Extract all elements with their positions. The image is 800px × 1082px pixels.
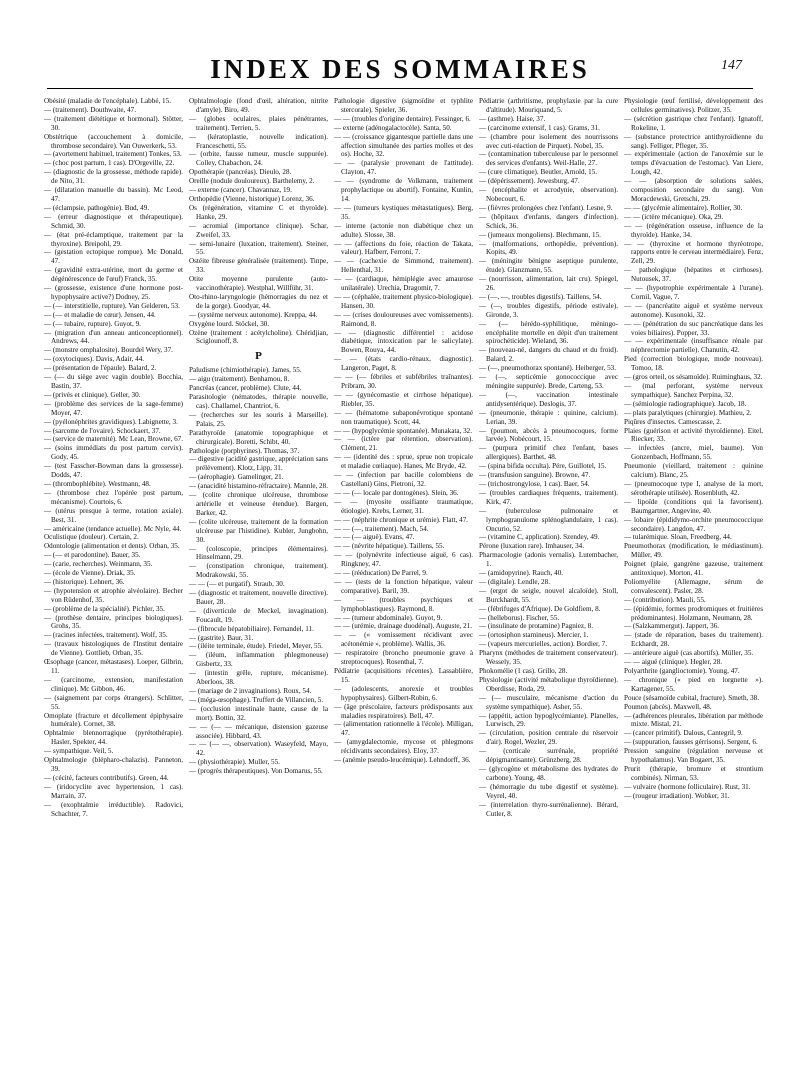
- index-entry: — — (— —, observation). Waseyfeld, Mayo, 42.: [189, 740, 328, 758]
- index-entry: — (thrombose chez l'opérée post partum, mécanisme). Courtois, 6.: [44, 488, 183, 506]
- index-entry: Physiologie (activité métabolique thyroïdienne). Oberdisse, Roda, 29.: [479, 675, 618, 693]
- index-entry: — (cancer primitif). Dalous, Cantegril, 9.: [624, 729, 743, 738]
- index-entry: — (adolescents, anorexie et troubles hypophysaires). Gilbert-Robin, 6.: [334, 684, 473, 702]
- index-entry: — (globes oculaires, plaies pénétrantes, traitement). Terrien, 5.: [189, 114, 328, 132]
- index-entry: Pédiatrie (arthritisme, prophylaxie par la cure d'altitude). Mouriquand, 5.: [479, 97, 618, 114]
- index-entry: — (appétit, action hypoglycémiante). Planelles, Lurwisch, 29.: [479, 711, 618, 729]
- index-entry: — — (thyroxine et hormone thyréotrope, rapports entre le cerveau intermédiaire). Fenz, Zell, 29.: [624, 239, 763, 266]
- index-entry: — (cécité, facteurs contributifs). Green, 44.: [44, 773, 169, 782]
- index-entry: Obstétrique (accouchement à domicile, thrombose secondaire). Van Ouwerkerk, 53.: [44, 132, 183, 150]
- index-column-2: [189, 97, 328, 1062]
- index-entry: — lobaire (épididymo-orchite pneumococcique secondaire). Langdon, 47.: [624, 515, 763, 533]
- index-entry: Oto-rhino-laryngologie (hémorragies du nez et de la gorge). Goodyar, 44.: [189, 292, 328, 310]
- index-entry: — — (« vomissement récidivant avec acétonémie », problème). Wallis, 36.: [334, 631, 473, 649]
- index-entry: — (tuberculose pulmonaire et lymphogranulome splénoglandulaire, 1 cas). Oncurio, 52.: [479, 506, 618, 533]
- index-entry: — (gravidité extra-utérine, mort du germe et dégénérescence de l'œuf) Franck, 35.: [44, 266, 183, 284]
- index-entry: Pharynx (méthodes de traitement conservateur). Wessely, 35.: [479, 649, 618, 667]
- index-entry: — (substance protectrice antithyroïdienne du sang). Felliger, Pfleger, 35.: [624, 132, 763, 150]
- index-columns: [44, 97, 764, 1062]
- index-entry: — — (syndrome de Volkmann, traitement prophylactique ou abortif). Fontaine, Kunlin, 14.: [334, 177, 473, 203]
- header-rule: [47, 88, 753, 89]
- index-entry: — (traitement diététique et hormonal). Stötter, 30.: [44, 114, 183, 132]
- index-entry: — (troubles cardiaques fréquents, traitement). Kirk, 47.: [479, 488, 618, 506]
- index-entry: — infectées (ancre, miel, baume). Von Gonzenbach, Hoffmann, 55.: [624, 444, 763, 462]
- index-entry: — — (états cardio-rénaux, diagnostic). Langeron, Paget, 8.: [334, 355, 473, 373]
- index-entry: Ozène (traitement : acétylcholine). Chéridjian, Sciglounoff, 8.: [189, 328, 328, 346]
- index-entry: — (racines infectées, traitement). Wolf, 35.: [44, 631, 168, 640]
- index-entry: — (iléum, inflammation phlegmoneuse) Gisbertz, 33.: [189, 651, 328, 669]
- index-entry: Pathologie (porphyrines). Thomas, 37.: [189, 446, 300, 455]
- index-entry: — (pyélonéphrites gravidiques). Labignette, 3.: [44, 417, 178, 426]
- index-entry: — (méga-œsophage). Truffert de Villancien, 5.: [189, 695, 324, 704]
- index-entry: — sympathique. Veil, 5.: [44, 747, 114, 756]
- index-entry: Parathyroïde (anatomie topographique et chirurgicale). Boretti, Schibt, 40.: [189, 428, 328, 446]
- index-entry: — (— interstitielle, rupture). Van Gelderen, 53.: [44, 301, 180, 310]
- index-entry: — (aérophagie). Gamelinger, 21.: [189, 473, 284, 482]
- index-entry: — interne (actonie non diabétique chez un adulte). Slosse, 38.: [334, 221, 473, 239]
- index-entry: — — (hématome subaponévrotique spontané non traumatique). Scott, 44.: [334, 408, 473, 426]
- index-entry: — (encéphalite et acrodynie, observation). Nobecourt, 6.: [479, 186, 618, 203]
- index-entry: Pathologie digestive (sigmoïdite et typhlite stercorale). Spieler, 36.: [334, 97, 473, 114]
- index-entry: — tularémique. Sloan, Freedberg, 44.: [624, 533, 732, 542]
- index-entry: — — (identité des : sprue, sprue non tropicale et maladie cœliaque). Hanes, Mc Bryde, 42.: [334, 453, 473, 471]
- index-entry: — — (glycémie alimentaire). Rollier, 30.: [624, 203, 743, 212]
- index-entry: Pied (correction biologique, mode nouveau). Tomoo, 18.: [624, 355, 763, 373]
- index-entry: — (contribution). Mauli, 55.: [624, 595, 706, 604]
- page-title: INDEX DES SOMMAIRES: [210, 54, 590, 84]
- index-entry: Oxygène lourd. Stöckel, 30.: [189, 319, 270, 328]
- index-entry: — — (tests de la fonction hépatique, valeur comparative). Baril, 39.: [334, 577, 473, 595]
- index-entry: — (amidopyrine). Rauch, 40.: [479, 569, 564, 578]
- index-entry: — (spina bifida occulta). Pére, Guillotel, 15.: [479, 462, 607, 471]
- index-entry: — — (troubles psychiques et lymphoblastiques). Raymond, 8.: [334, 595, 473, 613]
- index-column-5: [624, 97, 763, 1062]
- index-entry: — (physiothérapie). Muller, 55.: [189, 758, 280, 767]
- index-entry: — — (— — mécanique, distension gazeuse associée). Hibbard, 43.: [189, 722, 328, 740]
- index-entry: — (insulinate de protamine) Pagniez, 8.: [479, 622, 594, 631]
- index-entry: — (occlusion intestinale haute, cause de la mort). Bottin, 32.: [189, 704, 328, 722]
- index-entry: — (présentation de l'épaule). Balard, 2.: [44, 364, 157, 373]
- index-entry: Oreille (nodule douloureux). Barthelemy, 2.: [189, 177, 315, 186]
- index-entry: — (avortement habituel, traitement) Tonkes, 53.: [44, 150, 182, 159]
- index-entry: — (choc post partum, 1 cas). D'Orgeville, 22.: [44, 159, 175, 168]
- index-entry: — (constipation chronique, traitement). Modrakowski, 55.: [189, 562, 328, 580]
- index-entry: Pouce (sésamoïde cubital, fracture). Smeth, 38.: [624, 693, 760, 702]
- index-entry: — (diagnostic de la grossesse, méthode rapide). de Nito, 31.: [44, 168, 183, 186]
- index-entry: — (utérus presque à terme, rotation axiale). Best, 31.: [44, 506, 183, 524]
- index-entry: — (ortosiphon stamineus). Mercier, 1.: [479, 631, 589, 640]
- index-entry: — (école de Vienne). Driak, 35.: [44, 569, 136, 578]
- index-entry: — (chambre pour isolement des nourrissons avec cuti-réaction de Pirquet). Nobel, 35.: [479, 132, 618, 150]
- index-entry: — chronique (« pied en lorgnette »). Kartagener, 55.: [624, 675, 763, 693]
- index-entry: Orthopédie (Vienne, historique) Lorenz, 36.: [189, 194, 315, 203]
- index-entry: — (anacidité histamino-réfractaire). Mannle, 28.: [189, 482, 328, 491]
- index-entry: Poliomyélite (Allemagne, sérum de convalescent). Pasler, 28.: [624, 577, 763, 595]
- index-entry: — (problème de la spécialité). Pichler, 35.: [44, 604, 165, 613]
- index-entry: Œsophage (cancer, métastases). Loeper, Gilbrin, 11.: [44, 658, 183, 675]
- index-entry: — (vapeurs mercurielles, action). Bordier, 7.: [479, 640, 608, 649]
- index-entry: — (poumon, abcès à pneumocoques, forme larvée). Nobécourt, 15.: [479, 426, 618, 444]
- index-entry: — antérieure aiguë (cas abortifs). Müller, 35.: [624, 649, 754, 658]
- index-entry: — (ergot de seigle, nouvel alcaloïde). Stoll, Burckhardt, 55.: [479, 586, 618, 604]
- index-entry: Pédiatrie (acquisitions récentes). Lassablière, 15.: [334, 667, 473, 684]
- index-entry: — (— du siège avec vagin double). Bocchia, Bastin, 37.: [44, 373, 183, 390]
- index-entry: — respiratoire (broncho pneumonie grave à streptocoques). Rosenthal, 7.: [334, 649, 473, 667]
- index-entry: — (asthme). Haise, 37.: [479, 114, 546, 123]
- index-entry: — (— hérédo-syphilitique, méningo-encéphalite mortelle en dépit d'un traitement spirochéticide). Wieland, 36.: [479, 319, 618, 346]
- index-entry: — (grossesse, existence d'une hormone post-hypophysaire active?) Dodney, 25.: [44, 284, 183, 301]
- index-entry: — (thrombophlébite). Westmann, 48.: [44, 479, 151, 488]
- index-entry: — (rougeur irradiation). Wobker, 31.: [624, 791, 730, 800]
- index-entry: — (amygdalectomie, mycose et phlegmons récidivants secondaires). Eloy, 37.: [334, 738, 473, 756]
- index-entry: — (trichostrongylose, 1 cas). Baer, 54.: [479, 479, 590, 488]
- index-entry: — (sémiologie radiographique). Jacob, 18.: [624, 399, 747, 408]
- index-entry: — (prothèse dentaire, principes biologiques). Grohs, 35.: [44, 613, 183, 631]
- index-entry: Ostéite fibreuse généralisée (traitement). Tinpe, 33.: [189, 257, 328, 275]
- index-entry: Ophtalmologie (fond d'œil, altération, nitrite d'amyle). Biro, 49.: [189, 97, 328, 114]
- index-entry: — — (—, traitement). Mach, 54.: [334, 524, 429, 533]
- index-entry: — — (— aiguë). Evans, 47.: [334, 533, 415, 542]
- index-entry: — — (néphrite chronique et urémie). Flatt, 47.: [334, 515, 469, 524]
- index-entry: — — (myosite ossifiante traumatique, étiologie). Krebs, Lerner, 31.: [334, 497, 473, 515]
- index-entry: — (interrelation thyro-surrénalienne). Bérard, Cutler, 8.: [479, 800, 618, 818]
- index-entry: — (progrès thérapeutiques). Von Domarus, 55.: [189, 767, 323, 776]
- index-entry: — — (cachexie de Simmond, traitement). Hellenthal, 31.: [334, 257, 473, 275]
- index-entry: — (pneumonie, thérapie : quinine, calcium). Lerian, 39.: [479, 408, 618, 426]
- index-entry: Pancréas (cancer, problème). Clute, 44.: [189, 384, 302, 393]
- index-entry: — (contamination tuberculeuse par le personnel des services d'enfants). Weil-Halle, 27.: [479, 150, 618, 168]
- index-entry: — (— et maladie de cœur). Jensen, 44.: [44, 310, 156, 319]
- index-entry: — (carie, recherches). Weinmann, 35.: [44, 560, 153, 569]
- index-entry: — — (tumeurs kystiques métastatiques). Berg, 35.: [334, 203, 473, 221]
- index-entry: — (gestation ectopique rompue). Mc Donald, 47.: [44, 248, 183, 266]
- index-entry: — (carcinome extensif, 1 cas). Grams, 31.: [479, 123, 600, 132]
- index-entry: Physiologie (œuf fertilisé, développement des cellules germinatives). Politzer, 35.: [624, 97, 763, 114]
- index-entry: — (mariage de 2 invaginations). Roux, 54.: [189, 687, 312, 695]
- index-entry: — (anémie pseudo-leucémique). Lehndorff, 36.: [334, 756, 471, 765]
- index-entry: — (mal perforant, système nerveux sympathique). Sanchez Perpina, 32.: [624, 382, 763, 399]
- index-entry: — (alimentation rationnelle à l'école). Milligan, 47.: [334, 720, 473, 738]
- index-entry: — — (hypotrophie expérimentale à l'urane). Cornil, Vague, 7.: [624, 284, 763, 301]
- index-entry: Polyarthrite (ganglioctomie). Young, 47.: [624, 667, 740, 675]
- index-entry: — (traitement). Douthwaite, 47.: [44, 105, 137, 114]
- index-entry: — (historique). Lehnert, 36.: [44, 577, 125, 586]
- index-entry: — — (— et purgatif). Straub, 30.: [189, 580, 285, 589]
- index-entry: — — (cardiaque, hémiplégie avec amaurose unilatérale). Urechia, Dragomir, 7.: [334, 275, 473, 293]
- index-entry: — (—, septicémie gonococcique avec méningite suppurée). Brede, Carteng, 53.: [479, 373, 618, 390]
- index-entry: — (jumeaux mongoliens). Blechmann, 15.: [479, 230, 601, 239]
- index-entry: — — (hypoglycémie spontanée). Munakata, 32.: [334, 426, 473, 435]
- index-entry: Ophtalmie blennorragique (pyrétothérapie). Hasler, Spekter, 44.: [44, 729, 183, 747]
- index-entry: — — (paralysie provenant de l'attitude). Clayton, 47.: [334, 159, 473, 177]
- index-entry: — (glycogène et métabolisme des hydrates de carbone). Young, 48.: [479, 764, 618, 782]
- index-entry: — (malformations, orthopédie, prévention). Kopits, 49.: [479, 239, 618, 257]
- index-entry: — (hypotension et atrophie alvéolaire). Becher von Rüdenhof, 35.: [44, 586, 183, 604]
- index-entry: — — (tumeur abdominale). Guyot, 9.: [334, 613, 443, 622]
- index-entry: — (pneumocoque type I, analyse de la mort, sérothérapie utilisée). Rosenbluth, 42.: [624, 479, 763, 497]
- index-entry: — (Salzkammergut). Jappert, 36.: [624, 622, 720, 631]
- index-entry: — (fibrocule hépatobiliaire). Fernandel, 11.: [189, 624, 314, 633]
- index-entry: Poignet (plaie, gangrène gazeuse, traitement antitoxique). Morton, 41.: [624, 560, 763, 578]
- index-entry: — — (pénétration du suc pancréatique dans les voies biliaires). Popper, 33.: [624, 319, 763, 337]
- index-entry: — (colite chronique ulcéreuse, thrombose artérielle et veineuse étendue). Bargen, Barker, 42.: [189, 491, 328, 517]
- index-entry: — (état pré-éclamptique, traitement par la thyroxine). Breipohl, 29.: [44, 230, 183, 248]
- index-entry: — — (rééducation) De Parrel, 9.: [334, 569, 428, 578]
- index-entry: — (vitamine C, application). Szendey, 49.: [479, 533, 600, 542]
- index-entry: — pathologique (hépatites et cirrhoses). Nutousek, 37.: [624, 266, 763, 284]
- index-entry: — (carcinome, extension, manifestation clinique). Mc Gibbon, 46.: [44, 675, 183, 693]
- index-entry: — (hémorragie du tube digestif et système). Veyrel, 40.: [479, 782, 618, 800]
- index-entry: Piqûres d'insectes. Camescasse, 2.: [624, 417, 722, 426]
- index-entry: — — (régénération osseuse, influence de la thyroïde). Hanke, 34.: [624, 221, 763, 239]
- index-entry: — (— et parodontine). Bauer, 35.: [44, 551, 141, 560]
- index-entry: Ophtalmologie (blépharo-chalazis). Panneton, 39.: [44, 756, 183, 773]
- index-entry: — — expérimentale (insuffisance rénale par néphrectomie partielle). Chanutin, 42.: [624, 337, 763, 355]
- index-entry: — — (crises douloureuses avec vomissements). Raimond, 8.: [334, 310, 473, 328]
- index-entry: — lipoïde (conditions qui la favorisent). Baumgartner, Angevine, 40.: [624, 497, 763, 515]
- index-entry: — (nourrisson, alimentation, lait cru). Spiegel, 26.: [479, 275, 618, 293]
- index-entry: — expérimentale (action de l'anoxémie sur le temps d'évacuation de l'estomac). Van Liere, Lough, 42.: [624, 150, 763, 177]
- index-entry: — (gastrite). Baur, 31.: [189, 633, 254, 642]
- index-entry: — — (ictère mécanique). Oka, 29.: [624, 212, 724, 221]
- index-entry: — vulvaire (hormone folliculaire). Rust, 31.: [624, 782, 751, 791]
- index-entry: — — (pancréatite aiguë et système nerveux autonome). Kusonoki, 32.: [624, 301, 763, 319]
- index-entry: — externe (adénogalactocèle). Santa, 50.: [334, 123, 452, 132]
- index-entry: — (adhérences pleurales, libération par méthode mixte. Mistal, 21.: [624, 711, 763, 729]
- index-entry: — (intestin grêle, rupture, mécanisme). Aberloos, 38.: [189, 669, 328, 687]
- index-column-4: [479, 97, 618, 1062]
- index-entry: — (fièvres prolongées chez l'enfant). Lesne, 9.: [479, 203, 613, 212]
- index-entry: — (— musculaire, mécanisme d'action du système sympathique). Asher, 55.: [479, 693, 618, 711]
- index-entry: — (éclampsie, pathogénie). Bud, 49.: [44, 203, 150, 212]
- index-entry: — (gros orteil, os sésamoïde). Ruiminghaus, 32.: [624, 373, 763, 382]
- index-entry: — (erreur diagnostique et thérapeutique). Schmid, 30.: [44, 212, 183, 230]
- index-entry: — (oxytociques). Davis, Adair, 44.: [44, 355, 145, 364]
- index-entry: — (stade de réparation, bases du traitement). Eckhardt, 28.: [624, 631, 763, 649]
- index-entry: — — (urémie, drainage duodénal). Auguste, 21.: [334, 622, 473, 631]
- section-letter: P: [255, 350, 262, 363]
- index-entry: — semi-lunaire (luxation, traitement). Steiner, 55.: [189, 239, 328, 257]
- index-entry: Poumon (abcès). Maxwell, 48.: [624, 702, 712, 711]
- index-entry: — (âge préscolaire, facteurs prédisposants aux maladies respiratoires). Bell, 47.: [334, 702, 473, 720]
- index-entry: Pneumonie (vieillard, traitement : quinine calcium). Blanc, 25.: [624, 462, 763, 480]
- index-entry: — (saignement par corps étrangers). Schlitter, 55.: [44, 693, 183, 711]
- index-entry: — — (— locale par dontogènes). Slein, 36.: [334, 488, 459, 497]
- index-entry: — — (croissance gigantesque partielle dans une affection simultanée des parties molles et des os). Hoche, 32.: [334, 132, 473, 159]
- index-entry: — (coloscopie, principes élémentaires). Hinselmann, 29.: [189, 544, 328, 562]
- index-entry: Pression sanguine (régulation nerveuse et hypothalamus). Van Bogaert, 35.: [624, 747, 763, 765]
- index-entry: — (privés et clinique). Geller, 30.: [44, 390, 141, 399]
- index-entry: — (problème des services de la sage-femme) Moyer, 47.: [44, 399, 183, 417]
- page-header: [0, 0, 800, 100]
- index-entry: — — (— fébriles et subfébriles traînantes). Pribram, 30.: [334, 373, 473, 390]
- index-entry: — (soins immédiats du post partum cervix). Gody, 45.: [44, 444, 183, 462]
- index-entry: Omoplate (fracture et décollement épiphysaire humérale). Cornet, 38.: [44, 711, 183, 729]
- index-entry: Os (régénération, vitamine C et thyroïde). Hanke, 29.: [189, 203, 328, 221]
- index-entry: Plaies (guérison et activité thyroïdienne). Eitel, Riecker, 33.: [624, 426, 763, 444]
- index-entry: — (test Fasscher-Bowman dans la grossesse). Dodds, 47.: [44, 462, 183, 480]
- index-entry: — (sarcome de l'ovaire). Schockaert, 37.: [44, 426, 161, 435]
- index-entry: — (dépérissement). Jewesburg, 47.: [479, 177, 580, 186]
- index-entry: — (corticale surrénale, propriété dépigmantisante). Grünzberg, 28.: [479, 747, 618, 765]
- index-entry: — — (affections du foie, réaction de Takata, valeur). Hafberr, Ferroni, 7.: [334, 239, 473, 257]
- index-entry: — (—, troubles digestifs, période estivale). Gironde, 3.: [479, 301, 618, 319]
- index-entry: — (orbite, fausse tumeur, muscle suppurée). Colley, Chabachon, 24.: [189, 150, 328, 168]
- index-entry: — (méningite bénigne aseptique purulente, étude). Glanzmann, 55.: [479, 257, 618, 275]
- index-entry: — (— tubaire, rupture). Guyot, 9.: [44, 319, 141, 328]
- index-entry: — américaine (tendance actuelle). Mc Nyle, 44.: [44, 524, 182, 533]
- index-entry: Phokomélie (1 cas). Grillo, 28.: [479, 667, 568, 675]
- index-column-3: [334, 97, 473, 1062]
- index-entry: — — (névrite hépatique). Taillens, 55.: [334, 542, 445, 551]
- index-entry: — digestive (acidité gastrique, appréciation sans prélèvement). Klotz, Lipp, 31.: [189, 455, 328, 473]
- index-entry: — (diagnostic et traitement, nouvelle directive). Bauer, 28.: [189, 589, 328, 606]
- index-entry: — (hôpitaux d'enfants, dangers d'infection). Schick, 36.: [479, 212, 618, 230]
- index-entry: — (exophtalmie irréductible). Radovici, Schachter, 7.: [44, 800, 183, 818]
- index-entry: — (épidémie, formes prodromiques et fruitières prédominantes). Holzmann, Neumann, 28.: [624, 604, 763, 622]
- index-entry: — (circulation, position centrale du réservoir d'air). Rogel, Wezler, 29.: [479, 729, 618, 747]
- index-entry: — (—, —, troubles digestifs). Taillens, 54.: [479, 292, 602, 301]
- index-entry: — — (ictère par rétention, observation). Clément, 21.: [334, 435, 473, 453]
- index-entry: — (iléite terminale, étude). Friedel, Meyer, 55.: [189, 642, 323, 651]
- index-entry: — — (gynécomastie et cirrhose hépatique). Riebler, 35.: [334, 390, 473, 408]
- index-entry: — (nouveau-né, dangers du chaud et du froid). Balard, 2.: [479, 346, 618, 364]
- index-entry: Pérone (luxation rare). Imhauser, 34.: [479, 542, 584, 551]
- index-entry: — — (diagnostic différentiel : acidose diabétique, intoxication par le salicylate). Bowen, Rouya, 44.: [334, 328, 473, 355]
- index-entry: — (—, vaccination intestinale antidysentérique). Deslogis, 37.: [479, 390, 618, 408]
- index-entry: — (fébrifuges d'Afrique). De Goldfiem, 8.: [479, 604, 601, 613]
- index-entry: Opothérapie (pancréas). Dieulo, 28.: [189, 168, 292, 177]
- index-entry: — (helleborus). Fischer, 55.: [479, 613, 560, 622]
- index-entry: Oculistique (douleur). Certain, 2.: [44, 533, 139, 542]
- index-column-1: [44, 97, 183, 1062]
- index-entry: — (migration d'un anneau anticonceptionnel). Andrews, 44.: [44, 328, 183, 346]
- index-entry: — externe (cancer). Chavannaz, 19.: [189, 186, 292, 195]
- index-entry: Otite moyenne purulente (auto-vaccinothérapie). Westphal, Willführ, 31.: [189, 275, 328, 293]
- index-entry: Pneumothorax (modification, le médiastinum). Müller, 49.: [624, 542, 763, 560]
- index-entry: — (sécrétion gastrique chez l'enfant). Ignatoff, Rokeline, 1.: [624, 114, 763, 132]
- index-entry: — (colite ulcéreuse, traitement de la formation ulcéreuse par l'histidine). Kubler, Jungbohn, 30.: [189, 517, 328, 544]
- index-entry: Prurit (thérapie, bromure et strontium combinés). Nirman, 53.: [624, 764, 763, 782]
- index-entry: — plats paralytiques (chirurgie). Mathieu, 2.: [624, 408, 752, 417]
- index-entry: — (suppuration, fausses gérrisons). Sergent, 6.: [624, 738, 758, 747]
- index-entry: — (diverticule de Meckel, invagination). Foucault, 19.: [189, 606, 328, 624]
- index-entry: — — (polynévrite infectieuse aiguë, 6 cas). Ringkney, 47.: [334, 551, 473, 569]
- index-entry: — (monstre omphalosite). Bourdel Wery, 37.: [44, 346, 173, 355]
- index-entry: Parasitologie (nématodes, thérapie nouvelle, cas). Challamel, Chantriot, 6.: [189, 393, 328, 410]
- index-entry: — — (infection par bacille colombiens de Castellani) Gins, Pietroni, 32.: [334, 471, 473, 488]
- index-entry: — (digitale). Lendle, 28.: [479, 577, 550, 586]
- index-entry: — — (absorption de solutions salées, composition secondaire du sang). Von Moracdewski, Gretschi, 29.: [624, 177, 763, 203]
- index-entry: — — (troubles d'origine dentaire). Fessinger, 6.: [334, 114, 471, 123]
- index-entry: — (dilatation manuelle du bassin). Mc Leod, 47.: [44, 186, 183, 203]
- index-entry: — acromial (importance clinique). Schar, Zweifel, 33.: [189, 221, 328, 239]
- index-entry: — — (céphalée, traitement physico-biologique). Hansen, 30.: [334, 292, 473, 310]
- index-entry: — (recherches sur les souris à Marseille). Palais, 25.: [189, 410, 328, 428]
- page-number: 147: [721, 58, 742, 73]
- index-entry: — (service de maternité). Mc Lean, Browne, 67.: [44, 435, 183, 444]
- index-entry: — aigu (traitement). Benhamou, 8.: [189, 375, 290, 384]
- index-entry: Odontologie (alimentation et dents). Orban, 35.: [44, 542, 180, 551]
- index-entry: — (cure climatique). Beutler, Arnold, 15.: [479, 168, 598, 177]
- index-entry: — (travaux histologiques de l'Institut dentaire de Vienne). Gottlieb, Orban, 35.: [44, 640, 183, 658]
- index-entry: — (système nerveux autonome). Kreppa, 44.: [189, 310, 318, 319]
- index-entry: — (transfusion sanguine). Browne, 47.: [479, 471, 591, 480]
- index-entry: — — aiguë (clinique). Hegler, 28.: [624, 658, 723, 667]
- index-entry: Paludisme (chimiothérapie). James, 55.: [189, 366, 302, 375]
- index-entry: — (kératoplastie, nouvelle indication). Franceschetti, 55.: [189, 132, 328, 150]
- index-entry: Obésité (maladie de l'encéphale). Labbé, 15.: [44, 97, 171, 105]
- index-entry: — (iridocyclite avec hypertension, 1 cas). Marrain, 37.: [44, 782, 183, 800]
- index-entry: — (purpura primitif chez l'enfant, bases allergiques). Barthet, 48.: [479, 444, 618, 462]
- index-entry: — (—, pneumothorax spontané). Heiberger, 53.: [479, 364, 617, 373]
- index-entry: Pharmacologie (adonis vernalis). Lutembacher, 1.: [479, 551, 618, 569]
